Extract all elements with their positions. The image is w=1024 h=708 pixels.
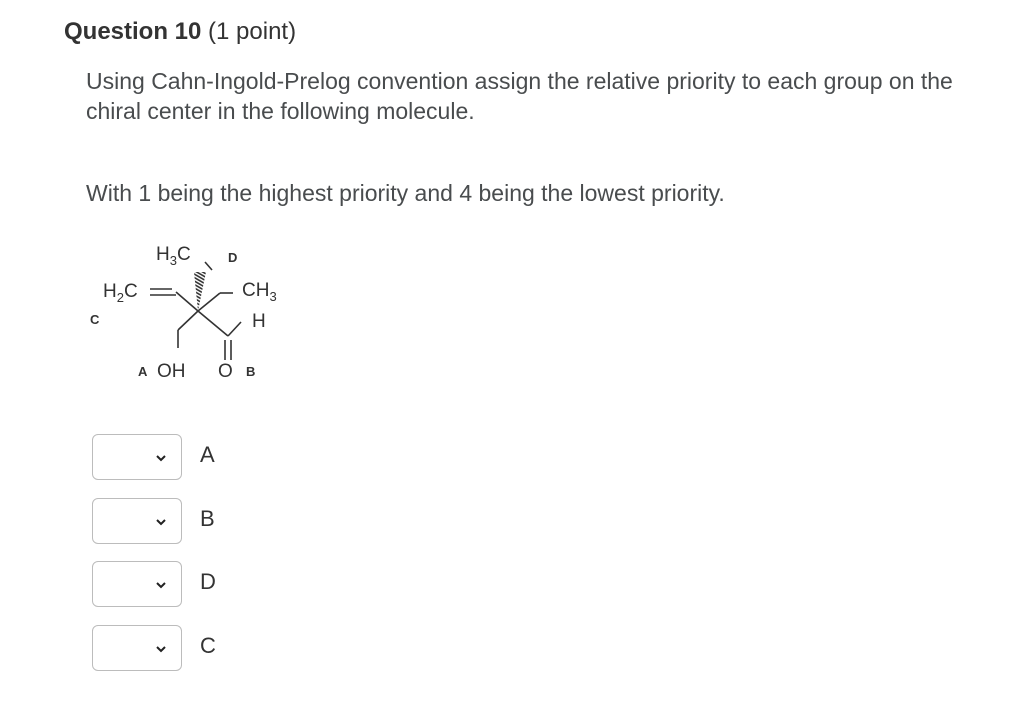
chevron-down-icon [155, 516, 167, 528]
priority-select-c[interactable] [92, 625, 182, 671]
atom-h3c: $H_3C$ [156, 244, 191, 268]
atom-o: O [218, 361, 233, 382]
atom-h2c: $H_2C$ [103, 281, 138, 305]
atom-ch3: $CH_3$ [242, 280, 277, 304]
priority-select-b[interactable] [92, 498, 182, 544]
atom-oh: OH [157, 361, 186, 382]
chevron-down-icon [155, 579, 167, 591]
priority-select-d[interactable] [92, 561, 182, 607]
chevron-down-icon [155, 643, 167, 655]
answer-label-a: A [200, 442, 215, 467]
answer-label-c: C [200, 633, 216, 658]
priority-select-a[interactable] [92, 434, 182, 480]
answer-label-b: B [200, 506, 215, 531]
label-b: B [246, 364, 256, 379]
label-d: D [228, 250, 238, 265]
atom-h: H [252, 311, 266, 332]
label-a: A [138, 364, 148, 379]
question-instruction: With 1 being the highest priority and 4 being the lowest priority. [86, 180, 725, 206]
question-points: (1 point) [208, 18, 297, 45]
chevron-down-icon [155, 452, 167, 464]
question-text: Using Cahn-Ingold-Prelog convention assign the relative priority to each group on the chiral center in the following molecule. [86, 68, 953, 124]
answer-label-d: D [200, 569, 216, 594]
question-title: Question 10 [64, 18, 202, 45]
label-c: C [90, 312, 100, 327]
